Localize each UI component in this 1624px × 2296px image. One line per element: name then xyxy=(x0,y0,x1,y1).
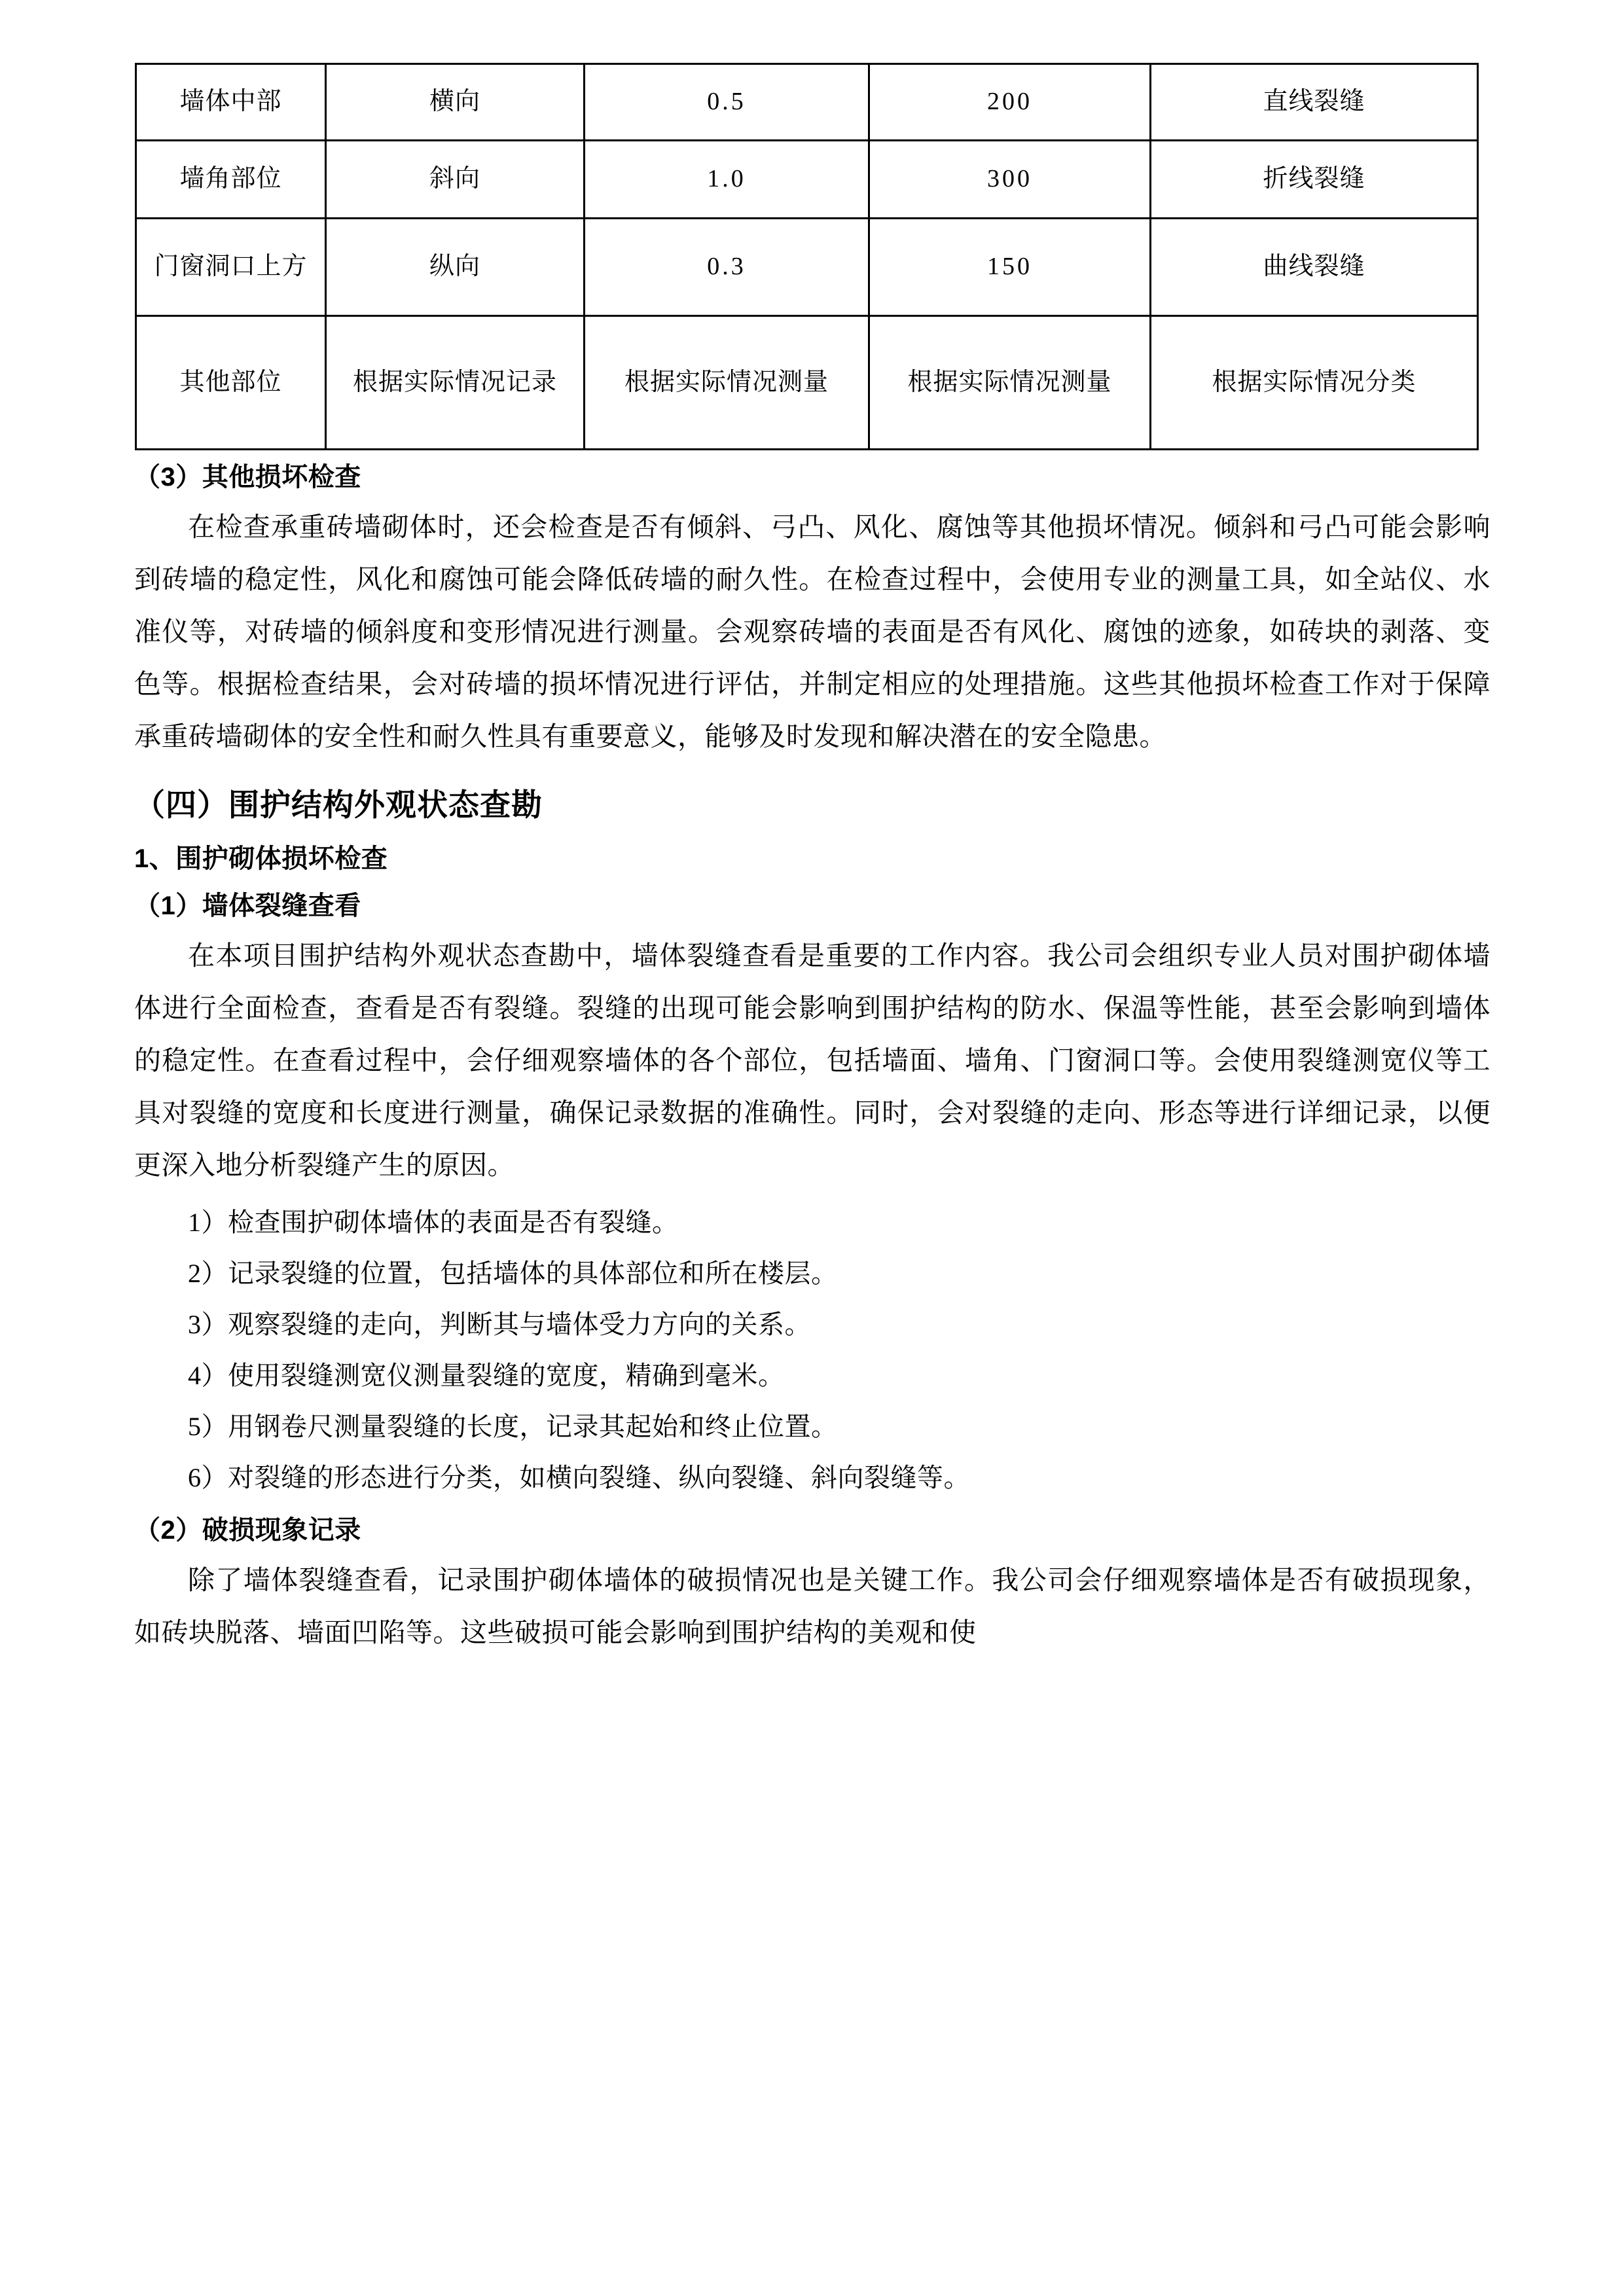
heading-envelope-masonry-damage: 1、围护砌体损坏检查 xyxy=(134,844,388,873)
document-body xyxy=(134,63,1490,1659)
cell-direction: 纵向 xyxy=(326,219,585,316)
heading-other-damage-inspection: （3）其他损坏检查 xyxy=(134,463,361,492)
table-row xyxy=(136,64,1478,141)
cell-length: 150 xyxy=(869,219,1151,316)
list-item: 3）观察裂缝的走向，判断其与墙体受力方向的关系。 xyxy=(188,1309,811,1339)
paragraph-spacer xyxy=(134,1192,1490,1197)
table-row xyxy=(136,316,1478,450)
cell-part: 墙体中部 xyxy=(136,64,326,141)
cell-direction: 斜向 xyxy=(326,141,585,219)
list-item: 4）使用裂缝测宽仪测量裂缝的宽度，精确到毫米。 xyxy=(188,1360,785,1390)
cell-length: 300 xyxy=(869,141,1151,219)
cell-direction: 根据实际情况记录 xyxy=(326,316,585,450)
cell-length: 根据实际情况测量 xyxy=(869,316,1151,450)
heading-envelope-exterior-survey: （四）围护结构外观状态查勘 xyxy=(134,787,543,822)
cell-length: 200 xyxy=(869,64,1151,141)
paragraph-damage-record: 除了墙体裂缝查看，记录围护砌体墙体的破损情况也是关键工作。我公司会仔细观察墙体是否有破损现象，如砖块脱落、墙面凹陷等。这些破损可能会影响到围护结构的美观和使 xyxy=(134,1564,1490,1647)
list-item: 5）用钢卷尺测量裂缝的长度，记录其起始和终止位置。 xyxy=(188,1411,838,1441)
cell-part: 门窗洞口上方 xyxy=(136,219,326,316)
list-item: 2）记录裂缝的位置，包括墙体的具体部位和所在楼层。 xyxy=(188,1258,838,1288)
paragraph-other-damage: 在检查承重砖墙砌体时，还会检查是否有倾斜、弓凸、风化、腐蚀等其他损坏情况。倾斜和弓凸可能会影响到砖墙的稳定性，风化和腐蚀可能会降低砖墙的耐久性。在检查过程中，会使用专业的测量工具，如全站仪、水准仪等，对砖墙的倾斜度和变形情况进行测量。会观察砖墙的表面是否有风化、腐蚀的迹象，如砖块的剥落、变色等。根据检查结果，会对砖墙的损坏情况进行评估，并制定相应的处理措施。这些其他损坏检查工作对于保障承重砖墙砌体的安全性和耐久性具有重要意义，能够及时发现和解决潜在的安全隐患。 xyxy=(134,512,1490,751)
table-row xyxy=(136,141,1478,219)
cell-form: 折线裂缝 xyxy=(1151,141,1478,219)
cell-part: 其他部位 xyxy=(136,316,326,450)
list-item: 1）检查围护砌体墙体的表面是否有裂缝。 xyxy=(188,1207,679,1237)
paragraph-wall-crack-inspection: 在本项目围护结构外观状态查勘中，墙体裂缝查看是重要的工作内容。我公司会组织专业人员对围护砌体墙体进行全面检查，查看是否有裂缝。裂缝的出现可能会影响到围护结构的防水、保温等性能，甚至会影响到墙体的稳定性。在查看过程中，会仔细观察墙体的各个部位，包括墙面、墙角、门窗洞口等。会使用裂缝测宽仪等工具对裂缝的宽度和长度进行测量，确保记录数据的准确性。同时，会对裂缝的走向、形态等进行详细记录，以便更深入地分析裂缝产生的原因。 xyxy=(134,940,1490,1180)
list-item: 6）对裂缝的形态进行分类，如横向裂缝、纵向裂缝、斜向裂缝等。 xyxy=(188,1462,970,1492)
cell-width: 0.3 xyxy=(585,219,869,316)
cell-form: 直线裂缝 xyxy=(1151,64,1478,141)
cell-width: 1.0 xyxy=(585,141,869,219)
cell-form: 曲线裂缝 xyxy=(1151,219,1478,316)
heading-damage-record: （2）破损现象记录 xyxy=(134,1515,361,1545)
cell-part: 墙角部位 xyxy=(136,141,326,219)
table-row xyxy=(136,219,1478,316)
cell-direction: 横向 xyxy=(326,64,585,141)
cell-form: 根据实际情况分类 xyxy=(1151,316,1478,450)
cell-width: 0.5 xyxy=(585,64,869,141)
cell-width: 根据实际情况测量 xyxy=(585,316,869,450)
heading-wall-crack-inspection: （1）墙体裂缝查看 xyxy=(134,891,361,920)
crack-inspection-table xyxy=(135,63,1479,450)
